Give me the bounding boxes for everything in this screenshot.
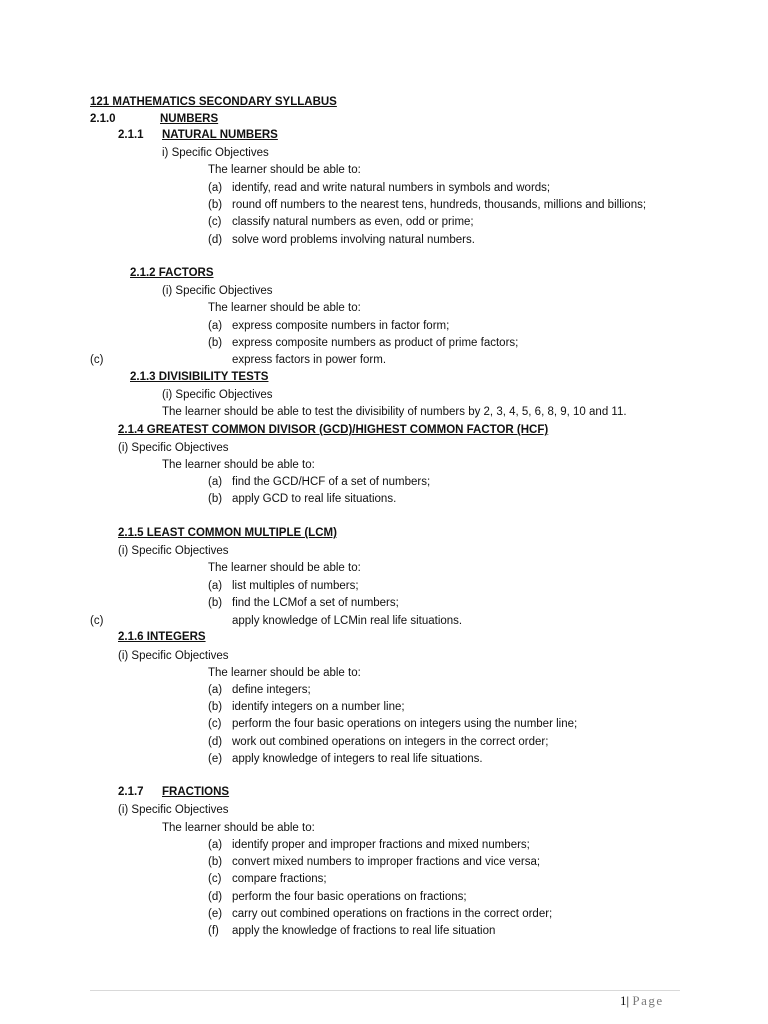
item-label: (d) [208,891,223,903]
list-item [208,214,474,231]
item-text: perform the four basic operations on integers using the number line; [232,718,578,730]
objectives-lead: The learner should be able to: [208,562,361,574]
list-item [208,906,552,923]
item-label: (b) [208,337,223,349]
item-label: (c) [90,354,104,366]
item-text: apply the knowledge of fractions to real life situation [232,925,496,937]
subsection-number: 2.1.7 [118,786,144,798]
item-text: convert mixed numbers to improper fractions and vice versa; [232,856,541,868]
page-footer [620,992,664,1009]
page-number: 1 [620,993,627,1008]
item-label: (a) [208,476,223,488]
item-label: (c) [208,873,222,885]
subsection-number: 2.1.1 [118,129,144,141]
section-title: NUMBERS [160,113,219,125]
list-item [208,318,449,335]
item-label: (c) [208,718,222,730]
item-label: (d) [208,736,223,748]
list-item [208,335,518,352]
page-separator: | [626,993,630,1008]
list-item [208,889,467,906]
item-text: solve word problems involving natural numbers. [232,234,475,246]
subsection-title: NATURAL NUMBERS [162,129,278,141]
subsection-title: FRACTIONS [162,786,230,798]
item-label: (c) [90,615,104,627]
section-heading [90,111,218,128]
item-label: (a) [208,839,223,851]
item-label: (a) [208,684,223,696]
item-label: (b) [208,493,223,505]
item-label: (f) [208,925,219,937]
subsection-heading-2-1-3: 2.1.3 DIVISIBILITY TESTS [130,371,269,383]
subsection-heading-2-1-4: 2.1.4 GREATEST COMMON DIVISOR (GCD)/HIGHEST COMMON FACTOR (HCF) [118,424,549,436]
item-label: (a) [208,580,223,592]
list-item [208,734,548,751]
objectives-label: (i) Specific Objectives [118,545,229,557]
objectives-label: i) Specific Objectives [162,147,269,159]
item-text: express composite numbers as product of prime factors; [232,337,519,349]
list-item [208,854,540,871]
item-label: (b) [208,856,223,868]
subsection-heading-2-1-6: 2.1.6 INTEGERS [118,631,206,643]
item-text: express factors in power form. [232,354,387,366]
list-item [208,491,396,508]
item-label: (c) [208,216,222,228]
item-text: classify natural numbers as even, odd or prime; [232,216,474,228]
objectives-lead: The learner should be able to: [162,822,315,834]
document-title: 121 MATHEMATICS SECONDARY SYLLABUS [90,96,337,108]
item-text: apply GCD to real life situations. [232,493,397,505]
objectives-text: The learner should be able to test the divisibility of numbers by 2, 3, 4, 5, 6, 8, 9, 10 and 11. [162,406,627,418]
list-item [208,232,475,249]
list-item [208,699,405,716]
item-text: apply knowledge of LCMin real life situations. [232,615,463,627]
item-label: (b) [208,199,223,211]
item-label: (d) [208,234,223,246]
item-label: (a) [208,320,223,332]
subsection-heading-2-1-7 [118,784,229,801]
list-item [208,923,495,940]
objectives-label: (i) Specific Objectives [118,650,229,662]
page-word: Page [632,993,664,1008]
item-text: find the GCD/HCF of a set of numbers; [232,476,431,488]
list-item [208,751,483,768]
footer-divider [90,990,680,991]
list-item [208,682,311,699]
objectives-label: (i) Specific Objectives [162,389,273,401]
section-number: 2.1.0 [90,113,116,125]
list-item [208,578,359,595]
objectives-label: (i) Specific Objectives [118,442,229,454]
item-label: (b) [208,597,223,609]
item-label: (b) [208,701,223,713]
item-text: identify integers on a number line; [232,701,405,713]
item-label: (e) [208,908,223,920]
objectives-lead: The learner should be able to: [208,164,361,176]
objectives-lead: The learner should be able to: [208,302,361,314]
item-text: express composite numbers in factor form; [232,320,450,332]
item-text: carry out combined operations on fractions in the correct order; [232,908,553,920]
item-text: apply knowledge of integers to real life situations. [232,753,483,765]
list-item [208,837,530,854]
list-item [208,197,646,214]
objectives-label: (i) Specific Objectives [118,804,229,816]
item-text: identify proper and improper fractions and mixed numbers; [232,839,530,851]
objectives-lead: The learner should be able to: [162,459,315,471]
list-item [208,180,550,197]
list-item [208,474,430,491]
item-text: define integers; [232,684,311,696]
item-text: work out combined operations on integers in the correct order; [232,736,549,748]
item-text: perform the four basic operations on fractions; [232,891,467,903]
objectives-lead: The learner should be able to: [208,667,361,679]
subsection-heading-2-1-5: 2.1.5 LEAST COMMON MULTIPLE (LCM) [118,527,337,539]
subsection-heading-2-1-1 [118,127,278,144]
list-item [208,871,327,888]
item-label: (e) [208,753,223,765]
item-text: round off numbers to the nearest tens, hundreds, thousands, millions and billions; [232,199,647,211]
item-label: (a) [208,182,223,194]
subsection-heading-2-1-2: 2.1.2 FACTORS [130,267,214,279]
item-text: find the LCMof a set of numbers; [232,597,399,609]
item-text: identify, read and write natural numbers in symbols and words; [232,182,551,194]
item-text: list multiples of numbers; [232,580,359,592]
list-item [208,595,399,612]
item-text: compare fractions; [232,873,327,885]
objectives-label: (i) Specific Objectives [162,285,273,297]
list-item [208,716,577,733]
